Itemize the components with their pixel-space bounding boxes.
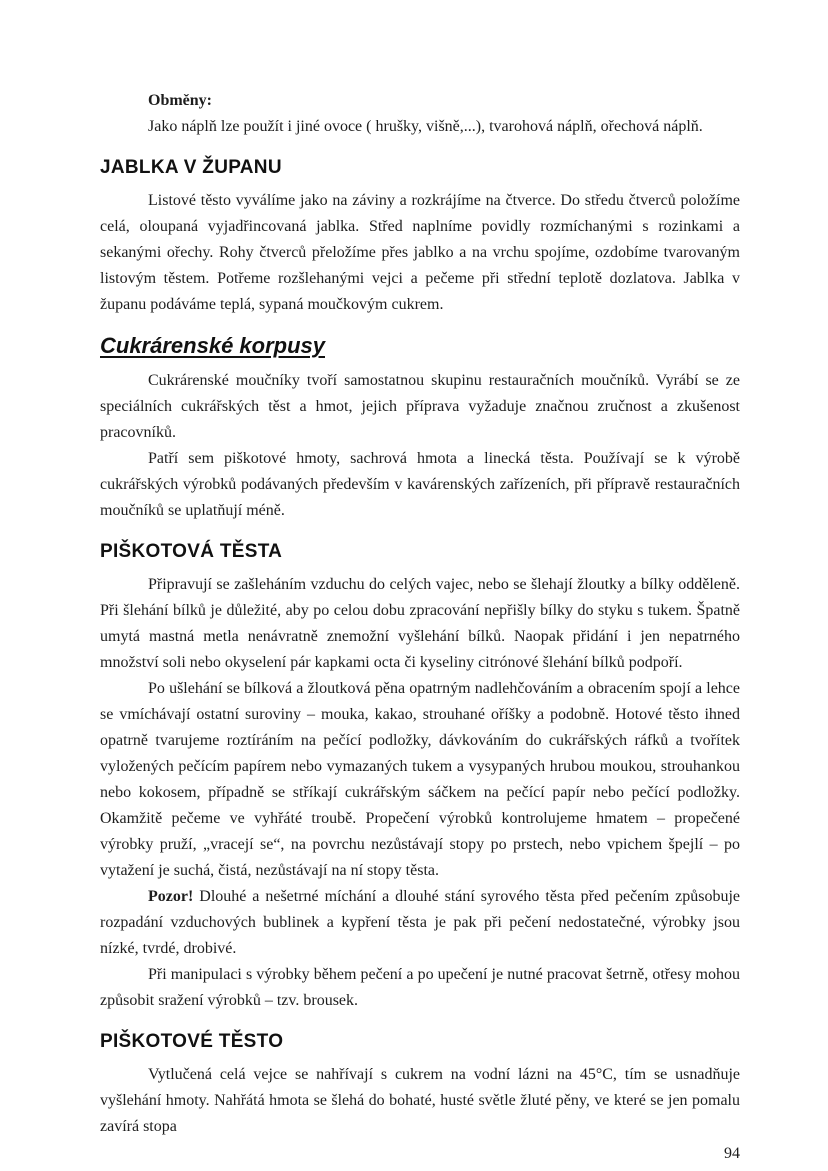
page-content xyxy=(100,88,740,1167)
heading-jablka-v-zupanu: JABLKA V ŽUPANU xyxy=(100,157,282,178)
heading-piskotove-testo: PIŠKOTOVÉ TĚSTO xyxy=(100,1031,284,1052)
paragraph-piskotova-testa-1: Připravují se zašleháním vzduchu do celých vajec, nebo se šlehají žloutky a bílky odděleně. Při šlehání bílků je důležité, aby po celou dobu zpracování nepřišly bílky do styku s tukem. Špatně umytá mastná metla nenávratně znemožní vyšlehání bílků. Naopak přidání i jen nepatrného množství soli nebo okyselení pár kapkami octa či kyseliny citrónové šlehání bílků podpoří. xyxy=(100,576,740,671)
variations-label: Obměny: xyxy=(148,92,212,109)
paragraph-piskotove-testo: Vytlučená celá vejce se nahřívají s cukrem na vodní lázni na 45°C, tím se usnadňuje vyšlehání hmoty. Nahřátá hmota se šlehá do bohaté, husté světle žluté pěny, ve které se jen pomalu zavírá stopa xyxy=(100,1066,740,1135)
variations-text: Jako náplň lze použít i jiné ovoce ( hrušky, višně,...), tvarohová náplň, ořechová náplň. xyxy=(148,118,703,135)
pozor-warning-text: Dlouhé a nešetrné míchání a dlouhé stání syrového těsta před pečením způsobuje rozpadání vzduchových bublinek a kypření těsta je pak při pečení nedostatečné, výrobky jsou nízké, tvrdé, drobivé. xyxy=(100,888,741,957)
paragraph-jablka-v-zupanu: Listové těsto vyválíme jako na záviny a rozkrájíme na čtverce. Do středu čtverců položíme celá, oloupaná vyjadřincovaná jablka. Střed naplníme povidly rozmíchanými s rozinkami a sekanými ořechy. Rohy čtverců přeložíme přes jablko a na vrchu spojíme, ozdobíme tvarovaným listovým těstem. Potřeme rozšlehanými vejci a pečeme při střední teplotě dozlatova. Jablka v županu podáváme teplá, sypaná moučkovým cukrem. xyxy=(100,192,740,313)
heading-piskotova-testa: PIŠKOTOVÁ TĚSTA xyxy=(100,541,283,562)
paragraph-manipulace: Při manipulaci s výrobky během pečení a po upečení je nutné pracovat šetrně, otřesy mohou způsobit sražení výrobků – tzv. brousek. xyxy=(100,966,740,1009)
heading-cukrarenske-korpusy-text: Cukrárenské korpusy xyxy=(100,333,325,358)
pozor-warning-label: Pozor! xyxy=(148,888,194,905)
paragraph-pozor-warning xyxy=(100,884,740,962)
paragraph-cukrarenske-korpusy-2: Patří sem piškotové hmoty, sachrová hmota a linecká těsta. Používají se k výrobě cukrářských výrobků podávaných především v kavárenských zařízeních, při přípravě restauračních moučníků se uplatňují méně. xyxy=(100,450,740,519)
page-number: 94 xyxy=(724,1145,740,1162)
heading-cukrarenske-korpusy xyxy=(100,332,740,359)
paragraph-cukrarenske-korpusy-1: Cukrárenské moučníky tvoří samostatnou skupinu restauračních moučníků. Vyrábí se ze speciálních cukrářských těst a hmot, jejich příprava vyžaduje značnou zručnost a zkušenost pracovníků. xyxy=(100,372,740,441)
paragraph-piskotova-testa-2: Po ušlehání se bílková a žloutková pěna opatrným nadlehčováním a obracením spojí a lehce se vmíchávají ostatní suroviny – mouka, kakao, strouhané oříšky a podobně. Hotové těsto ihned opatrně tvarujeme roztíráním na pečící podložky, dávkováním do cukrářských ráfků a tvořítek vyložených pečícím papírem nebo vymazaných tukem a vysypaných hrubou moukou, strouhankou nebo kokosem, případně se stříkají cukrářským sáčkem na pečící papír nebo pečící podložky. Okamžitě pečeme ve vyhřáté troubě. Propečení výrobků kontrolujeme hmatem – propečené výrobky pruží, „vracejí se“, na povrchu nezůstávají stopy po prstech, nebo vpichem špejlí – po vytažení je suchá, čistá, nezůstávají na ní stopy těsta. xyxy=(100,680,740,879)
